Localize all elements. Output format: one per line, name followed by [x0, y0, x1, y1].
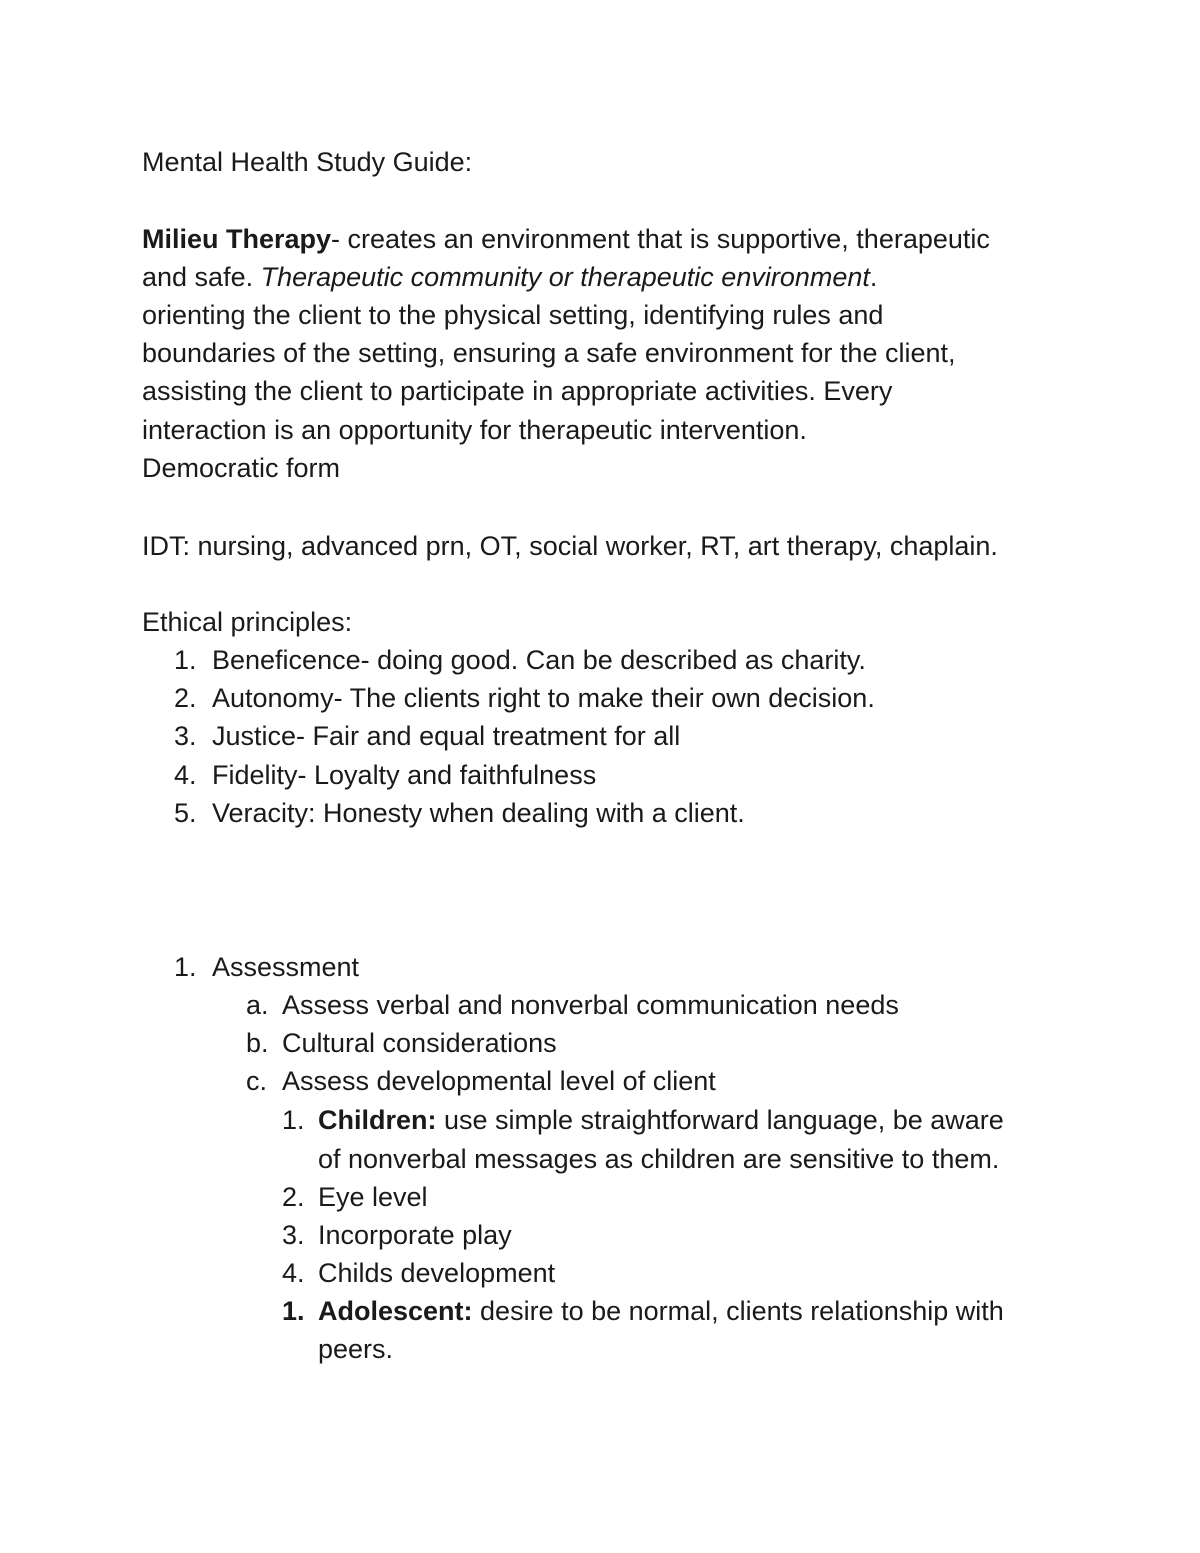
child-item-text: Eye level: [318, 1182, 428, 1212]
child-item-num: 3.: [282, 1220, 305, 1250]
children-text-1: use simple straightforward language, be aware: [436, 1105, 1004, 1135]
milieu-line-5: assisting the client to participate in appropriate activities. Every: [142, 376, 893, 406]
adolescent-num: [282, 1292, 305, 1330]
child-item-num: 4.: [282, 1258, 305, 1288]
ethical-item-text: Justice- Fair and equal treatment for all: [212, 721, 681, 751]
milieu-line-3: orienting the client to the physical setting, identifying rules and: [142, 300, 884, 330]
milieu-line-7: Democratic form: [142, 453, 341, 483]
assessment-sub-letter: b.: [246, 1028, 269, 1058]
ethical-item-text: Veracity: Honesty when dealing with a client.: [212, 798, 745, 828]
milieu-def-2-italic: Therapeutic community or therapeutic environment: [260, 262, 870, 292]
child-item-text: Childs development: [318, 1258, 556, 1288]
assessment-sub-text: Assess verbal and nonverbal communication needs: [282, 990, 899, 1020]
children-line-1: [318, 1101, 1004, 1139]
assessment-num: 1.: [174, 952, 197, 982]
assessment-sub-text: Cultural considerations: [282, 1028, 557, 1058]
ethical-item-num: 3.: [174, 721, 197, 751]
children-line-2: of nonverbal messages as children are sensitive to them.: [318, 1144, 1000, 1174]
children-num: 1.: [282, 1105, 305, 1135]
milieu-def-2-start: and safe.: [142, 262, 261, 292]
ethical-heading: Ethical principles:: [142, 607, 353, 637]
ethical-item-num: 1.: [174, 645, 197, 675]
milieu-line-2: [142, 258, 877, 296]
ethical-item-num: 4.: [174, 760, 197, 790]
milieu-line-4: boundaries of the setting, ensuring a safe environment for the client,: [142, 338, 956, 368]
assessment-sub-text: Assess developmental level of client: [282, 1066, 716, 1096]
ethical-item-num: 5.: [174, 798, 197, 828]
assessment-sub-letter: a.: [246, 990, 269, 1020]
adolescent-line-1: [318, 1292, 1004, 1330]
children-term: Children:: [318, 1105, 437, 1135]
child-item-text: Incorporate play: [318, 1220, 512, 1250]
assessment-label: Assessment: [212, 952, 360, 982]
milieu-def-1: - creates an environment that is supportive, therapeutic: [331, 224, 990, 254]
adolescent-text-1: desire to be normal, clients relationship with: [472, 1296, 1004, 1326]
ethical-item-text: Autonomy- The clients right to make their own decision.: [212, 683, 875, 713]
milieu-line-1: [142, 220, 990, 258]
child-item-num: 2.: [282, 1182, 305, 1212]
adolescent-line-2: peers.: [318, 1334, 394, 1364]
assessment-sub-letter: c.: [246, 1066, 268, 1096]
adolescent-num-bold: 1.: [282, 1296, 305, 1326]
document-title: Mental Health Study Guide:: [142, 147, 473, 177]
milieu-line-6: interaction is an opportunity for therapeutic intervention.: [142, 415, 807, 445]
ethical-item-num: 2.: [174, 683, 197, 713]
ethical-item-text: Beneficence- doing good. Can be described as charity.: [212, 645, 866, 675]
milieu-term: Milieu Therapy: [142, 224, 332, 254]
milieu-def-2-end: .: [869, 262, 878, 292]
adolescent-term: Adolescent:: [318, 1296, 473, 1326]
ethical-item-text: Fidelity- Loyalty and faithfulness: [212, 760, 597, 790]
idt-line: IDT: nursing, advanced prn, OT, social worker, RT, art therapy, chaplain.: [142, 531, 998, 561]
